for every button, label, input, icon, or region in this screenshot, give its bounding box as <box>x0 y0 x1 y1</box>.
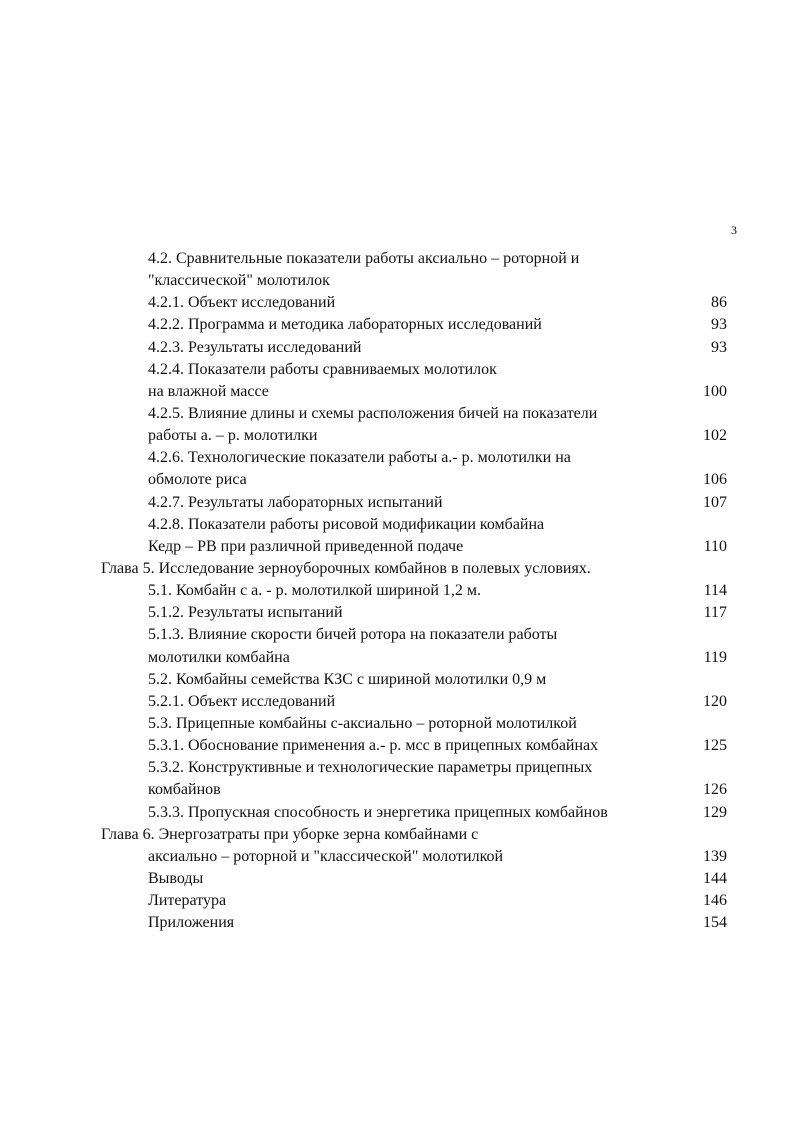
toc-line-text: 5.2. Комбайны семейства КЗС с шириной молотилки 0,9 м <box>148 670 547 688</box>
toc-line-page: 93 <box>711 338 727 356</box>
toc-line-text: 5.3.1. Обоснование применения а.- р. мсс в прицепных комбайнах <box>148 737 599 755</box>
toc-line-text: на влажной массе <box>148 382 269 400</box>
toc-line <box>0 779 793 801</box>
toc-line-text: 5.1. Комбайн с а. - р. молотилкой шириной 1,2 м. <box>148 582 482 600</box>
toc-chapter-text: Глава 5. Исследование зерноуборочных комбайнов в полевых условиях. <box>101 559 591 577</box>
toc-line-text: 5.1.3. Влияние скорости бичей ротора на показатели работы <box>148 626 558 644</box>
table-of-contents <box>0 248 793 934</box>
toc-line-page: 120 <box>703 692 727 710</box>
toc-line-page: 114 <box>703 582 727 600</box>
toc-line-page: 110 <box>703 537 727 555</box>
toc-line-text: 5.3.2. Конструктивные и технологические параметры прицепных <box>148 759 593 777</box>
toc-line <box>0 624 793 646</box>
toc-line <box>0 757 793 779</box>
toc-line-text: 4.2.8. Показатели работы рисовой модификации комбайна <box>148 515 545 533</box>
toc-line <box>0 514 793 536</box>
toc-chapter-text: Глава 6. Энергозатраты при уборке зерна комбайнами с <box>101 825 479 843</box>
toc-line <box>0 270 793 292</box>
toc-line-text: Кедр – РВ при различной приведенной подаче <box>148 537 464 555</box>
toc-line-text: 5.3. Прицепные комбайны с-аксиально – роторной молотилкой <box>148 714 577 732</box>
toc-line-text: 4.2.7. Результаты лабораторных испытаний <box>148 493 443 511</box>
toc-line-text: комбайнов <box>148 781 221 799</box>
toc-line <box>0 669 793 691</box>
toc-line-text: 4.2.2. Программа и методика лабораторных исследований <box>148 316 542 334</box>
toc-line-page: 144 <box>703 869 727 887</box>
toc-line-page: 93 <box>711 316 727 334</box>
toc-line-text: 4.2.3. Результаты исследований <box>148 338 362 356</box>
toc-line <box>0 337 793 359</box>
toc-line-page: 107 <box>703 493 727 511</box>
toc-line-text: "классической" молотилок <box>148 272 330 290</box>
toc-line-page: 139 <box>703 847 727 865</box>
toc-line-text: 5.3.3. Пропускная способность и энергетика прицепных комбайнов <box>148 803 608 821</box>
toc-line <box>0 802 793 824</box>
toc-line <box>0 425 793 447</box>
toc-line-text: аксиально – роторной и "классической" молотилкой <box>148 847 504 865</box>
toc-line <box>0 890 793 912</box>
toc-line-text: 4.2.5. Влияние длины и схемы расположения бичей на показатели <box>148 404 598 422</box>
toc-chapter-line <box>0 558 793 580</box>
toc-line-page: 100 <box>703 382 727 400</box>
toc-line <box>0 713 793 735</box>
toc-line <box>0 381 793 403</box>
toc-chapter-line <box>0 824 793 846</box>
toc-line <box>0 248 793 270</box>
toc-line <box>0 912 793 934</box>
page-number: 3 <box>731 223 737 237</box>
toc-line-page: 146 <box>703 892 727 910</box>
toc-line <box>0 868 793 890</box>
toc-line-text: 4.2.6. Технологические показатели работы а.- р. молотилки на <box>148 449 571 467</box>
toc-line-text: 4.2.4. Показатели работы сравниваемых молотилок <box>148 360 497 378</box>
toc-line-page: 126 <box>703 781 727 799</box>
toc-line-page: 125 <box>703 737 727 755</box>
toc-line <box>0 735 793 757</box>
toc-line <box>0 469 793 491</box>
toc-line-text: Выводы <box>148 869 204 887</box>
toc-line <box>0 403 793 425</box>
toc-line-text: Литература <box>148 892 227 910</box>
toc-line-page: 119 <box>703 648 727 666</box>
toc-line-text: молотилки комбайна <box>148 648 290 666</box>
toc-line-page: 129 <box>703 803 727 821</box>
toc-line-page: 106 <box>703 471 727 489</box>
toc-line-text: 5.2.1. Объект исследований <box>148 692 336 710</box>
toc-line <box>0 647 793 669</box>
toc-line-text: работы а. – р. молотилки <box>148 427 318 445</box>
toc-line-text: обмолоте риса <box>148 471 247 489</box>
toc-line-page: 117 <box>703 604 727 622</box>
toc-line <box>0 359 793 381</box>
toc-line <box>0 536 793 558</box>
toc-line <box>0 691 793 713</box>
toc-line-page: 154 <box>703 914 727 932</box>
toc-line <box>0 580 793 602</box>
toc-line <box>0 314 793 336</box>
toc-line-text: 4.2.1. Объект исследований <box>148 294 336 312</box>
toc-line <box>0 492 793 514</box>
toc-line <box>0 846 793 868</box>
toc-line <box>0 447 793 469</box>
toc-line <box>0 292 793 314</box>
toc-line <box>0 602 793 624</box>
toc-line-page: 102 <box>703 427 727 445</box>
toc-line-text: 4.2. Сравнительные показатели работы аксиально – роторной и <box>148 250 580 267</box>
toc-line-text: 5.1.2. Результаты испытаний <box>148 604 343 622</box>
toc-line-text: Приложения <box>148 914 235 932</box>
toc-line-page: 86 <box>711 294 727 312</box>
